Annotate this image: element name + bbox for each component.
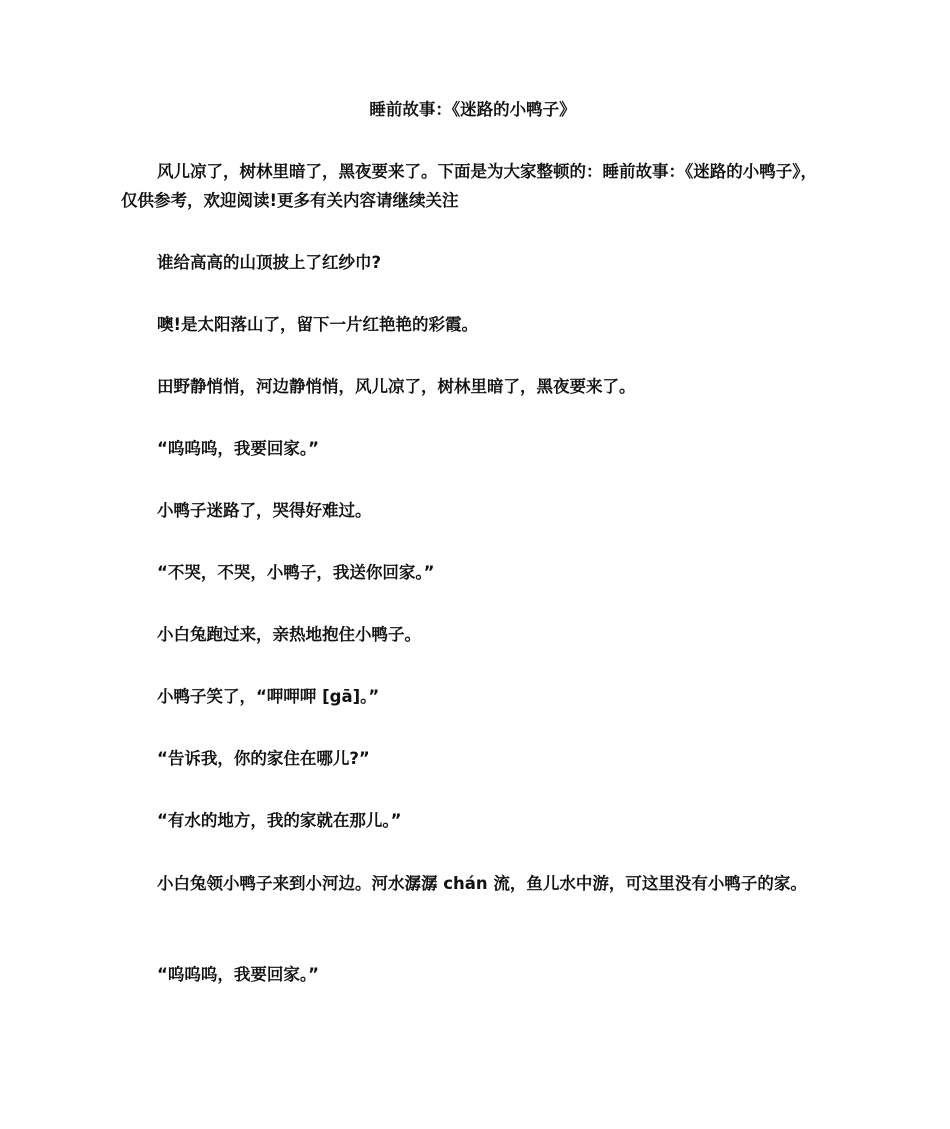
paragraph: 谁给高高的山顶披上了红纱巾? <box>157 253 382 272</box>
paragraph: 小白兔跑过来，亲热地抱住小鸭子。 <box>157 625 421 644</box>
paragraph: “告诉我，你的家住在哪儿?” <box>157 749 370 768</box>
paragraph: 小白兔领小鸭子来到小河边。河水潺潺 chán 流，鱼儿水中游，可这里没有小鸭子的家。 <box>157 874 807 893</box>
paragraph: 噢!是太阳落山了，留下一片红艳艳的彩霞。 <box>157 315 479 334</box>
document-title: 睡前故事：《迷路的小鸭子》 <box>369 100 576 119</box>
paragraph: “呜呜呜，我要回家。” <box>157 439 319 458</box>
paragraph: 小鸭子迷路了，哭得好难过。 <box>157 501 372 520</box>
paragraph: “不哭，不哭，小鸭子，我送你回家。” <box>157 563 435 582</box>
paragraph: 田野静悄悄，河边静悄悄，风儿凉了，树林里暗了，黑夜要来了。 <box>157 377 636 396</box>
paragraph-intro: 风儿凉了，树林里暗了，黑夜要来了。下面是为大家整顿的：睡前故事：《迷路的小鸭子》，仅供参考，欢迎阅读!更多有关内容请继续关注 <box>121 162 817 210</box>
paragraph: “有水的地方，我的家就在那儿。” <box>157 811 402 830</box>
paragraph: 小鸭子笑了，“呷呷呷 [gā]。” <box>157 687 380 706</box>
paragraph: “呜呜呜，我要回家。” <box>157 965 319 984</box>
